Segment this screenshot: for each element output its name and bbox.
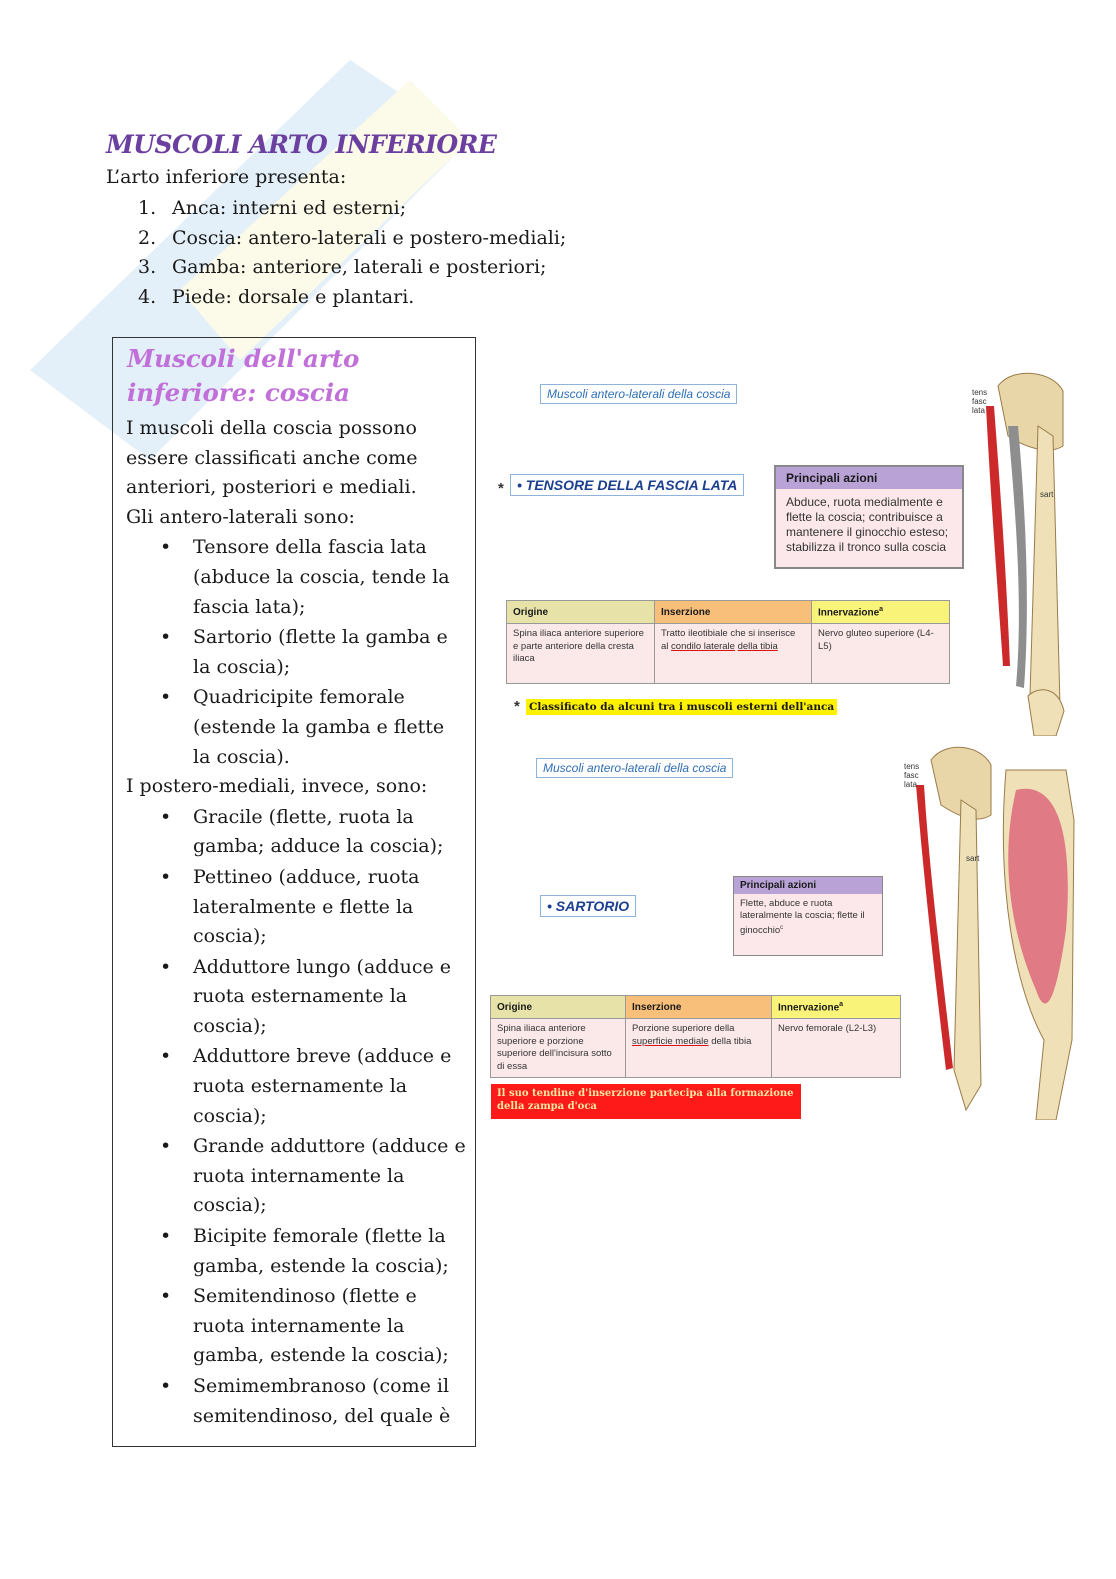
list-item: • Grande adduttore (adduce e ruota internamente la coscia);: [193, 1131, 466, 1221]
col-origine: Origine: [491, 996, 626, 1019]
box-paragraph: Gli antero-laterali sono:: [126, 505, 355, 528]
col-innervazione: Innervazione$^a$: [772, 996, 901, 1019]
antero-list: [126, 532, 466, 772]
box-paragraph: I postero-mediali, invece, sono:: [126, 775, 428, 798]
cell-inserzione: Tratto ileotibiale che si inserisce al condilo laterale della tibia: [655, 624, 812, 684]
cell-origine: Spina iliaca anteriore superiore e parte anteriore della cresta iliaca: [507, 624, 655, 684]
list-item: • Semitendinoso (flette e ruota internamente la gamba, estende la coscia);: [193, 1281, 466, 1371]
list-item: • Gracile (flette, ruota la gamba; adduce la coscia);: [193, 802, 466, 862]
list-item: • Pettineo (adduce, ruota lateralmente e flette la coscia);: [193, 862, 466, 952]
col-innervazione: Innervazione$^a$: [812, 601, 950, 624]
label-sartorius: sart: [1040, 490, 1054, 499]
tendon-note: Il suo tendine d'inserzione partecipa alla formazione della zampa d'oca: [491, 1084, 801, 1119]
sections-list: [138, 194, 566, 312]
list-item: • Tensore della fascia lata (abduce la coscia, tende la fascia lata);: [193, 532, 466, 622]
classification-note: Classificato da alcuni tra i muscoli esterni dell'anca: [526, 699, 837, 715]
cell-origine: Spina iliaca anteriore superiore e porzione superiore dell'incisura sotto di essa: [491, 1019, 626, 1078]
muscle-name: • TENSORE DELLA FASCIA LATA: [510, 474, 744, 496]
list-item: • Quadricipite femorale (estende la gamba e flette la coscia).: [193, 682, 466, 772]
leg-illustration: [906, 740, 1076, 1120]
muscle-name: • SARTORIO: [540, 895, 636, 917]
actions-text: Abduce, ruota medialmente e flette la coscia; contribuisce a mantenere il ginocchio esteso; stabilizza il tronco sulla coscia: [786, 495, 949, 554]
page-title: MUSCOLI ARTO INFERIORE: [106, 130, 497, 159]
list-item: 2. Coscia: antero-laterali e postero-mediali;: [138, 226, 567, 249]
label-tensor: tens fasc lata: [972, 388, 988, 415]
list-item: 4. Piede: dorsale e plantari.: [138, 285, 415, 308]
postero-list: [126, 802, 466, 1431]
box-title: Muscoli dell'arto inferiore: coscia: [127, 344, 360, 407]
list-item: • Adduttore lungo (adduce e ruota esternamente la coscia);: [193, 952, 466, 1042]
figure-header: Muscoli antero-laterali della coscia: [536, 758, 733, 778]
asterisk: *: [514, 698, 520, 715]
label-tensor: tens fasc lata: [904, 762, 920, 789]
actions-box: [774, 465, 964, 569]
label-sartorius: sart: [966, 854, 980, 863]
muscle-table: [506, 600, 950, 684]
asterisk: *: [498, 480, 504, 497]
cell-innervazione: Nervo gluteo superiore (L4-L5): [812, 624, 950, 684]
actions-title: Principali azioni: [776, 467, 962, 489]
actions-text: Flette, abduce e ruota lateralmente la coscia; flette il ginocchio$^c$: [740, 898, 865, 937]
col-inserzione: Inserzione: [626, 996, 772, 1019]
box-text: [126, 414, 466, 1431]
figure-header: Muscoli antero-laterali della coscia: [540, 384, 737, 404]
box-paragraph: I muscoli della coscia possono essere classificati anche come anteriori, posteriori e mediali.: [126, 417, 418, 499]
col-inserzione: Inserzione: [655, 601, 812, 624]
actions-title: Principali azioni: [734, 877, 882, 894]
muscle-table: [490, 995, 901, 1078]
cell-innervazione: Nervo femorale (L2-L3): [772, 1019, 901, 1078]
list-item: • Sartorio (flette la gamba e la coscia);: [193, 622, 466, 682]
leg-illustration: [968, 366, 1068, 736]
cell-inserzione: Porzione superiore della superficie mediale della tibia: [626, 1019, 772, 1078]
intro-text: L’arto inferiore presenta:: [106, 166, 347, 188]
list-item: 3. Gamba: anteriore, laterali e posteriori;: [138, 256, 547, 279]
thigh-muscles-box: [112, 337, 476, 1447]
col-origine: Origine: [507, 601, 655, 624]
list-item: • Semimembranoso (come il semitendinoso, del quale è: [193, 1371, 466, 1431]
list-item: • Adduttore breve (adduce e ruota esternamente la coscia);: [193, 1041, 466, 1131]
list-item: 1. Anca: interni ed esterni;: [138, 197, 407, 219]
actions-box: [733, 876, 883, 956]
list-item: • Bicipite femorale (flette la gamba, estende la coscia);: [193, 1221, 466, 1281]
